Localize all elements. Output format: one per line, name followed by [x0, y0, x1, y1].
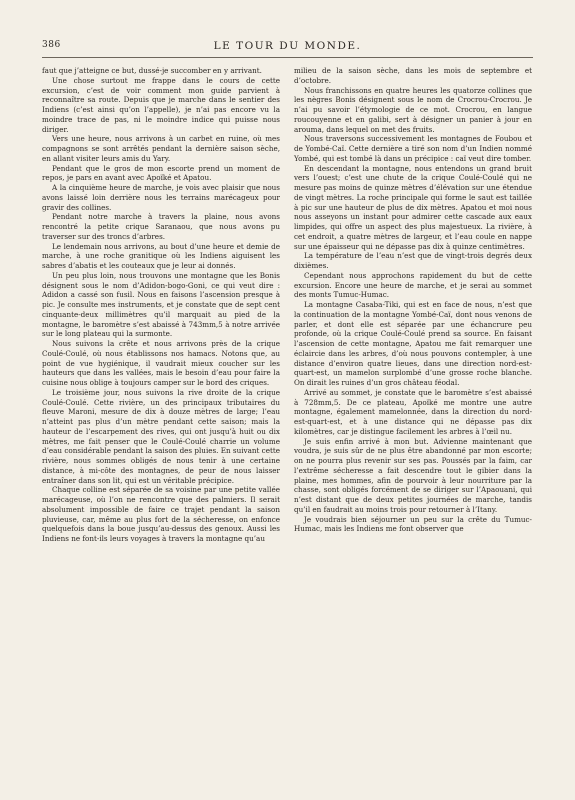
paragraph: Je voudrais bien séjourner un peu sur la crête du Tumuc-Humac, mais les Indiens me font observer que [294, 514, 532, 534]
paragraph: Nous suivons la crête et nous arrivons près de la crique Coulé-Coulé, où nous établissons nos hamacs. Notons que, au point de vue hygiénique, il vaudrait mieux coucher sur les hauteurs que dans les vallées, mais le besoin d’eau pour faire la cuisine nous oblige à toujours camper sur le bord des criques. [42, 339, 280, 387]
left-column [42, 66, 280, 544]
paragraph: Le lendemain nous arrivons, au bout d’une heure et demie de marche, à une roche granitique où les Indiens aiguisent les sabres d’abatis et les couteaux que je leur ai donnés. [42, 241, 280, 270]
paragraph: milieu de la saison sèche, dans les mois de septembre et d’octobre. [294, 66, 532, 85]
paragraph: La montagne Casaba-Tiki, qui est en face de nous, n’est que la continuation de la montagne Yombé-Caï, dont nous venons de parler, et dont elle est séparée par une échancrure peu profonde, où la crique Coulé-Coulé prend sa source. En faisant l’ascension de cette montagne, Apatou me fait remarquer une éclaircie dans les arbres, d’où nous pouvons contempler, à une distance d’environ quatre lieues, dans une direction nord-est-quart-est, un mamelon surplombé d’une grosse roche blanche. On dirait les ruines d’un gros château féodal. [294, 300, 532, 387]
paragraph: Chaque colline est séparée de sa voisine par une petite vallée marécageuse, où l’on ne rencontre que des palmiers. Il serait absolument impossible de faire ce trajet pendant la saison pluvieuse, car, même au plus fort de la sécheresse, on enfonce quelquefois dans la boue jusqu’au-dessus des genoux. Aussi les Indiens ne font-ils leurs voyages à travers la montagne qu’au [42, 485, 280, 543]
page-header [42, 40, 533, 58]
paragraph: Une chose surtout me frappe dans le cours de cette excursion, c’est de voir comment mon guide parvient à reconnaître sa route. Depuis que je marche dans le sentier des Indiens (c’est ainsi qu’on l’appelle), je n’ai pas encore vu la moindre trace de pas, ni le moindre indice qui puisse nous diriger. [42, 75, 280, 134]
right-column [294, 66, 532, 544]
paragraph: En descendant la montagne, nous entendons un grand bruit vers l’ouest; c’est une chute de la crique Coulé-Coulé qui ne mesure pas moins de quinze mètres d’élévation sur une étendue de vingt mètres. La roche principale qui forme le saut est taillée à pic sur une hauteur de plus de dix mètres. Apatou et moi nous nous asseyons un instant pour admirer cette cascade aux eaux limpides, qui offre un aspect des plus majestueux. La rivière, à cet endroit, a quatre mètres de largeur, et l’eau coule en nappe sur une épaisseur qui ne dépasse pas dix à quinze centimètres. [294, 163, 532, 251]
paragraph: Cependant nous approchons rapidement du but de cette excursion. Encore une heure de marche, et je serai au sommet des monts Tumuc-Humac. [294, 270, 532, 300]
paragraph: Nous traversons successivement les montagnes de Foubou et de Yombé-Caï. Cette dernière a tiré son nom d’un Indien nommé Yombé, qui est tombé là dans un précipice : caï veut dire tomber. [294, 134, 532, 163]
paragraph: Pendant notre marche à travers la plaine, nous avons rencontré la petite crique Saranaou, que nous avons pu traverser sur des troncs d’arbres. [42, 212, 280, 241]
paragraph: Nous franchissons en quatre heures les quatorze collines que les nègres Bonis désignent sous le nom de Crocrou-Crocrou. Je n’ai pu savoir l’étymologie de ce mot. Crocrou, en langue roucouyenne et en galibi, sert à désigner un panier à jour en arouma, dans lequel on met des fruits. [294, 85, 532, 134]
paragraph: faut que j’atteigne ce but, dussé-je succomber en y arrivant. [42, 66, 262, 75]
paragraph: La température de l’eau n’est que de vingt-trois degrés deux dixièmes. [294, 251, 532, 270]
paragraph: Pendant que le gros de mon escorte prend un moment de repos, je pars en avant avec Apoïké et Apatou. [42, 163, 280, 183]
running-title: LE TOUR DU MONDE. [213, 40, 362, 52]
paragraph: Je suis enfin arrivé à mon but. Advienne maintenant que voudra, je suis sûr de ne plus être abandonné par mon escorte; on ne pourra plus revenir sur ses pas. Poussés par la faim, car l’extrême sécheresse a fait descendre tout le gibier dans la plaine, mes hommes, afin de pourvoir à leur nourriture par la chasse, sont obligés forcément de se diriger sur l’Apaouani, qui n’est distant que de deux petites journées de marche, tandis qu’il en faudrait au moins trois pour retourner à l’Itany. [294, 436, 532, 514]
paragraph: Arrivé au sommet, je constate que le baromètre s’est abaissé à 728mm,5. De ce plateau, Apoïké me montre une autre montagne, également mamelonnée, dans la direction du nord-est-quart-est, et à une distance qui ne dépasse pas dix kilomètres, car je distingue facilement les arbres à l’œil nu. [294, 387, 532, 436]
paragraph: Le troisième jour, nous suivons la rive droite de la crique Coulé-Coulé. Cette rivière, un des principaux tributaires du fleuve Maroni, mesure de dix à douze mètres de large; l’eau n’atteint pas plus d’un mètre pendant cette saison; mais la hauteur de l’escarpement des rives, qui ont jusqu’à huit ou dix mètres, me fait penser que le Coulé-Coulé charrie un volume d’eau considérable pendant la saison des pluies. En suivant cette rivière, nous sommes obligés de nous tenir à une certaine distance, à mi-côte des montagnes, de peur de nous laisser entraîner dans son lit, qui est un véritable précipice. [42, 387, 280, 485]
paragraph: Vers une heure, nous arrivons à un carbet en ruine, où mes compagnons se sont arrêtés pendant la dernière saison sèche, en allant visiter leurs amis du Yary. [42, 134, 280, 163]
paragraph: A la cinquième heure de marche, je vois avec plaisir que nous avons laissé loin derrière nous les terrains marécageux pour gravir des collines. [42, 183, 280, 212]
text-columns [42, 66, 533, 544]
paragraph: Un peu plus loin, nous trouvons une montagne que les Bonis désignent sous le nom d’Adidon-bogo-Goni, ce qui veut dire : Adidon a cassé son fusil. Nous en faisons l’ascension presque à pic. Je consulte mes instruments, et je constate que de sept cent cinquante-deux millimètres qu’il marquait au pied de la montagne, le baromètre s’est abaissé à 743mm,5 à notre arrivée sur le long plateau qui la surmonte. [42, 270, 280, 339]
page-number: 386 [42, 40, 61, 50]
